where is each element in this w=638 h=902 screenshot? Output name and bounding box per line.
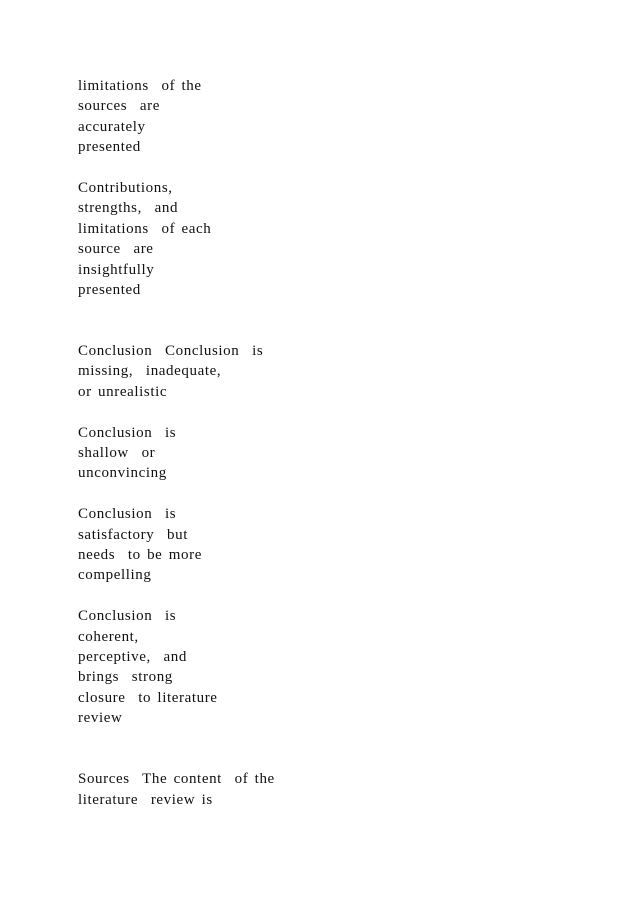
blank-line [78,300,598,320]
text-line: strengths, and [78,200,179,217]
text-line: coherent, [78,628,139,645]
blank-line [78,484,598,504]
text-line: source are [78,241,154,258]
text-line: presented [78,139,141,156]
text-line: brings strong [78,669,173,686]
text-line: satisfactory but [78,526,189,543]
text-line: sources are [78,98,160,115]
text-line: limitations of each [78,220,212,237]
text-line: review [78,710,123,727]
text-line: Sources The content of the [78,771,275,788]
text-line: needs to be more [78,546,202,563]
text-line: compelling [78,567,152,584]
text-line: Contributions, [78,179,173,196]
text-line: shallow or [78,445,156,462]
text-line: perceptive, and [78,648,187,665]
text-line: missing, inadequate, [78,363,222,380]
text-line: presented [78,281,141,298]
text-line: Conclusion is [78,506,177,523]
text-line: limitations of the [78,78,202,94]
text-line: insightfully [78,261,155,278]
text-line: Conclusion is [78,608,177,625]
blank-line [78,586,598,606]
text-line: closure to literature [78,689,218,706]
blank-line [78,402,598,422]
text-line: or unrealistic [78,383,168,400]
blank-line [78,729,598,749]
blank-line [78,749,598,769]
blank-line [78,158,598,178]
text-line: literature review is [78,791,213,808]
text-line: Conclusion Conclusion is [78,343,264,360]
text-line: unconvincing [78,465,167,482]
text-line: accurately [78,118,146,135]
text-line: Conclusion is [78,424,177,441]
blank-line [78,321,598,341]
document-text [78,76,598,810]
